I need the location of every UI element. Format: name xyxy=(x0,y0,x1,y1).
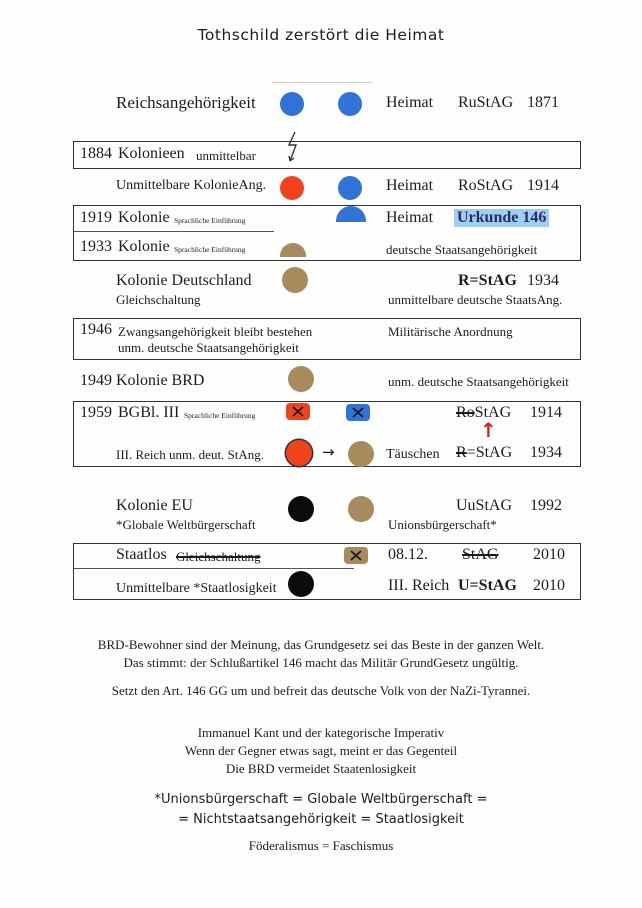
row1-label: Reichsangehörigkeit xyxy=(116,93,256,112)
row10-tausch: Täuschen xyxy=(386,447,440,462)
paragraph-line: Föderalismus = Faschismus xyxy=(248,838,394,853)
row12-strike: Gleichschaltung xyxy=(176,549,261,564)
red-circle xyxy=(280,176,304,200)
row4-highlight: Urkunde 146 xyxy=(454,209,549,227)
black-circle xyxy=(288,496,314,522)
paragraph-line: Das stimmt: der Schlußartikel 146 macht das Militär GrundGesetz ungültig. xyxy=(123,655,519,670)
brown-circle xyxy=(282,267,308,293)
blue-circle xyxy=(280,92,304,116)
row12-label: Staatlos xyxy=(116,546,167,563)
row5-tiny: Sprachliche Einführung xyxy=(174,245,246,254)
lightning-icon xyxy=(285,131,303,170)
row11-code: UuStAG xyxy=(456,497,513,514)
row12-year: 2010 xyxy=(533,546,565,563)
row7-label: Zwangsangehörigkeit bleibt bestehen xyxy=(118,324,313,339)
row6-sub: Gleichschaltung xyxy=(116,292,201,307)
paragraph-line: BRD-Bewohner sind der Meinung, das Grundgesetz sei das Beste in der ganzen Welt. xyxy=(97,637,545,652)
row5-right: deutsche Staatsangehörigkeit xyxy=(386,242,538,257)
row8-label: 1949 Kolonie BRD xyxy=(80,372,205,389)
row10-code-strike: R xyxy=(456,444,467,461)
row4-year: 1919 xyxy=(80,209,112,226)
row13-code: U=StAG xyxy=(458,577,517,594)
row2-small: unmittelbar xyxy=(196,148,256,163)
row11-year: 1992 xyxy=(530,497,562,514)
crossed-flag-icon xyxy=(344,547,368,564)
row4-tiny: Sprachliche Einführung xyxy=(174,216,246,225)
black-circle xyxy=(288,571,314,597)
row10-code xyxy=(456,444,512,462)
red-circle xyxy=(286,440,312,466)
paragraph-line: Die BRD vermeidet Staatenlosigkeit xyxy=(225,761,417,776)
row2-label: Kolonieen xyxy=(118,145,185,162)
paragraph-line: Setzt den Art. 146 GG um und befreit das deutsche Volk von der NaZi-Tyrannei. xyxy=(111,683,531,698)
row10-label: III. Reich unm. deut. StAng. xyxy=(116,447,265,462)
row3-year: 1914 xyxy=(527,177,559,194)
row9-label: BGBl. III xyxy=(118,404,180,421)
row9-year: 1959 xyxy=(80,404,112,421)
arrow-right-icon: → xyxy=(322,443,335,461)
brown-circle xyxy=(288,366,314,392)
row13-year: 2010 xyxy=(533,577,565,594)
row12-code: StAG xyxy=(462,546,499,563)
row4-label: Kolonie xyxy=(118,209,170,226)
brown-circle xyxy=(348,441,374,467)
row6-code: R=StAG xyxy=(458,272,517,289)
row8-right: unm. deutsche Staatsangehörigkeit xyxy=(388,374,569,389)
row3-heimat: Heimat xyxy=(386,177,434,194)
paragraph-line: Immanuel Kant und der kategorische Imperativ xyxy=(197,725,445,740)
page-title: Tothschild zerstört die Heimat xyxy=(197,26,445,44)
row1-code: RuStAG xyxy=(458,94,514,111)
row6-year: 1934 xyxy=(527,272,559,289)
blue-circle xyxy=(338,92,362,116)
row9-code-rest: StAG xyxy=(474,404,512,421)
row7-right: Militärische Anordnung xyxy=(388,324,513,339)
row11-label: Kolonie EU xyxy=(116,497,193,514)
row6-label: Kolonie Deutschland xyxy=(116,272,252,289)
row12-date: 08.12. xyxy=(388,546,428,563)
row9-year2: 1914 xyxy=(530,404,562,421)
crossed-flag-icon xyxy=(346,404,370,421)
row11-sub: *Globale Weltbürgerschaft xyxy=(116,517,256,532)
row10-year: 1934 xyxy=(530,444,562,461)
paragraph-line: = Nichtstaatsangehörigkeit = Staatlosigkeit xyxy=(178,812,464,827)
row7-sub: unm. deutsche Staatsangehörigkeit xyxy=(118,340,299,355)
row1-year: 1871 xyxy=(527,94,559,111)
divider xyxy=(74,568,354,569)
row5-year: 1933 xyxy=(80,238,112,255)
row13-label: Unmittelbare *Staatlosigkeit xyxy=(116,581,277,596)
row3-label: Unmittelbare KolonieAng. xyxy=(116,178,267,193)
row13-reich: III. Reich xyxy=(388,577,450,594)
row4-heimat: Heimat xyxy=(386,209,434,226)
row10-code-rest: =StAG xyxy=(466,444,513,461)
row5-label: Kolonie xyxy=(118,238,170,255)
divider xyxy=(272,82,372,83)
row9-tiny: Sprachliche Einführung xyxy=(184,411,256,420)
crossed-flag-icon xyxy=(286,403,310,420)
row3-code: RoStAG xyxy=(458,177,514,194)
divider xyxy=(74,231,274,232)
paragraph-line: Wenn der Gegner etwas sagt, meint er das Gegenteil xyxy=(184,743,458,758)
arrow-up-icon: ↑ xyxy=(480,418,497,442)
row1-heimat: Heimat xyxy=(386,94,434,111)
row11-right: Unionsbürgerschaft* xyxy=(388,517,497,532)
blue-circle xyxy=(338,176,362,200)
row7-year: 1946 xyxy=(80,321,112,338)
brown-circle xyxy=(348,496,374,522)
row9-code-strike: Ro xyxy=(456,404,475,421)
row2-year: 1884 xyxy=(80,145,112,162)
row6-right: unmittelbare deutsche StaatsAng. xyxy=(388,292,563,307)
paragraph-line: *Unionsbürgerschaft = Globale Weltbürgerschaft = xyxy=(154,792,488,807)
